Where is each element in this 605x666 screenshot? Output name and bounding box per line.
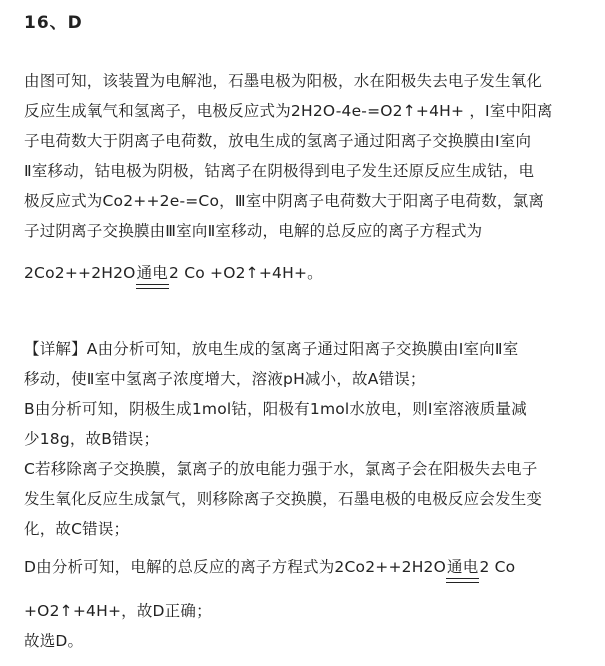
detail-option-c: [24, 454, 584, 544]
analysis-paragraph: [24, 66, 584, 246]
detail-line: 移动，使Ⅱ室中氢离子浓度增大，溶液pH减小，故A错误；: [24, 370, 426, 388]
detail-option-a: [24, 334, 584, 394]
detail-d-text: D由分析可知，电解的总反应的离子方程式为2Co2++2H2O: [24, 558, 447, 576]
total-reaction-equation: [24, 258, 584, 288]
analysis-line: 反应生成氧气和氢离子，电极反应式为2H2O-4e-=O2↑+4H+ ，Ⅰ室中阳离: [24, 102, 553, 120]
detail-option-b: [24, 394, 584, 454]
analysis-line: 极反应式为Co2++2e-=Co，Ⅲ室中阴离子电荷数大于阳离子电荷数，氯离: [24, 192, 545, 210]
detail-line: B由分析可知，阴极生成1mol钴，阳极有1mol水放电，则Ⅰ室溶液质量减: [24, 400, 527, 418]
detail-line: 发生氧化反应生成氯气，则移除离子交换膜，石墨电极的电极反应会发生变: [24, 490, 543, 508]
analysis-line: 子电荷数大于阴离子电荷数，放电生成的氢离子通过阳离子交换膜由Ⅰ室向: [24, 132, 532, 150]
equation-condition: 通电: [446, 552, 479, 582]
analysis-line: Ⅱ室移动，钴电极为阴极，钴离子在阴极得到电子发生还原反应生成钴，电: [24, 162, 535, 180]
equation-condition: 通电: [136, 258, 169, 288]
analysis-line: 子过阴离子交换膜由Ⅲ室向Ⅱ室移动，电解的总反应的离子方程式为: [24, 222, 483, 240]
detail-line: 少18g，故B错误；: [24, 430, 160, 448]
analysis-line: 由图可知，该装置为电解池，石墨电极为阳极，水在阳极失去电子发生氧化: [24, 72, 543, 90]
detail-line: 化，故C错误；: [24, 520, 130, 538]
conclusion: 故选D。: [24, 632, 84, 650]
detail-option-d: [24, 552, 584, 582]
answer-heading: 16、D: [24, 13, 83, 33]
detail-d-products: 2 Co: [479, 558, 516, 576]
equation-reactants: 2Co2++2H2O: [24, 264, 136, 282]
detail-option-d-continued: [24, 596, 584, 656]
detail-line: 【详解】A由分析可知，放电生成的氢离子通过阳离子交换膜由Ⅰ室向Ⅱ室: [24, 340, 519, 358]
detail-line: +O2↑+4H+，故D正确；: [24, 602, 212, 620]
detail-line: C若移除离子交换膜，氯离子的放电能力强于水，氯离子会在阳极失去电子: [24, 460, 538, 478]
equation-products: 2 Co +O2↑+4H+。: [169, 264, 323, 282]
